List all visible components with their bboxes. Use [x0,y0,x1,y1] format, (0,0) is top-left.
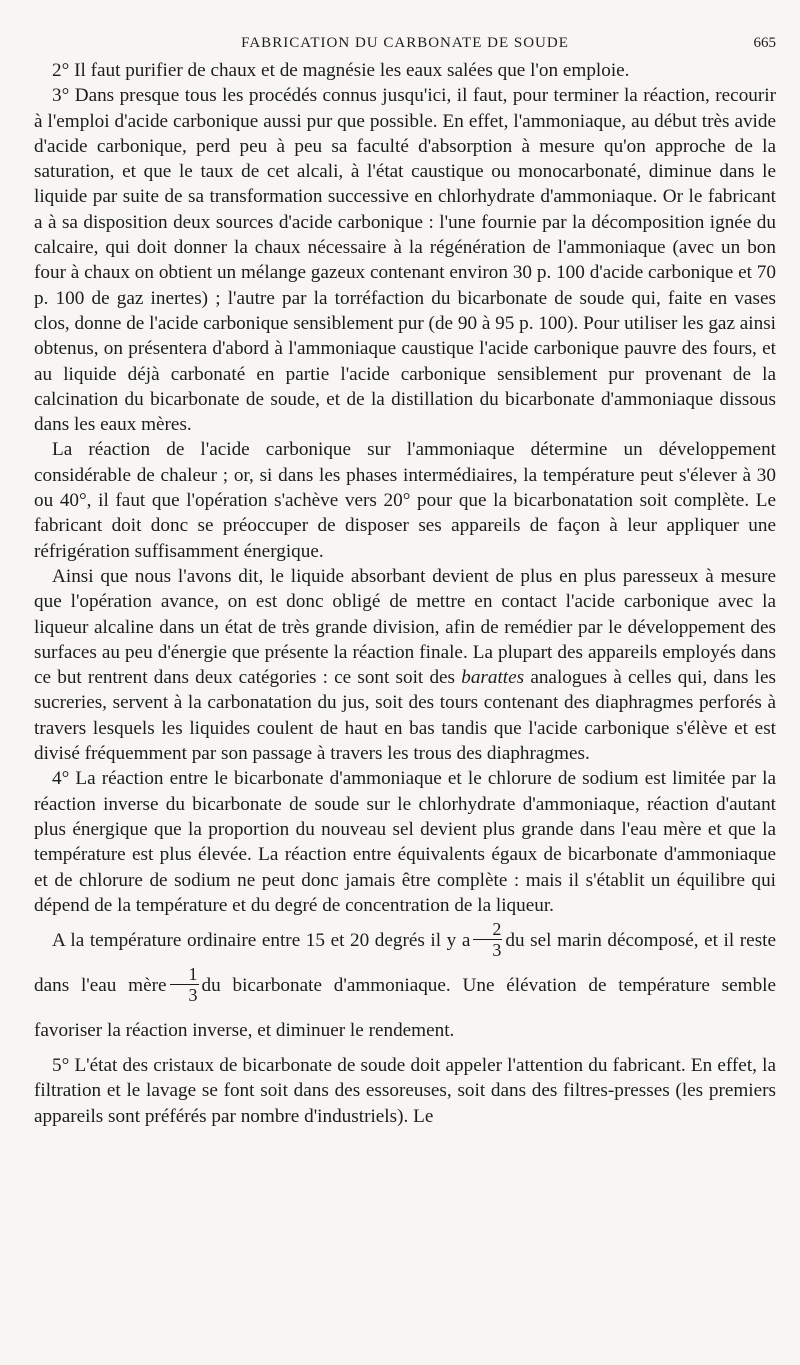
fraction-denominator: 3 [492,940,502,961]
running-head: FABRICATION DU CARBONATE DE SOUDE [241,35,569,51]
fraction-one-third [170,965,199,1004]
paragraph-4-reaction-limit: 4° La réaction entre le bicarbonate d'ammoniaque et le chlorure de sodium est limitée par la réaction inverse du bicarbonate de soude sur le chlorhydrate d'ammoniaque, réaction d'autant plus énergique que la proportion du nouveau sel devient plus grande dans l'eau mère et que la température est plus élevée. La réaction entre équivalents égaux de bicarbonate d'ammoniaque et de chlorure de sodium ne peut donc jamais être complète : mais il s'établit un équilibre qui dépend de la température et du degré de concentration de la liqueur. [34,768,776,916]
fraction-two-thirds [473,920,502,959]
paragraph-3-carbonic-acid: 3° Dans presque tous les procédés connus jusqu'ici, il faut, pour terminer la réaction, recourir à l'emploi d'acide carbonique aussi pur que possible. En effet, l'ammoniaque, au début très avide d'acide carbonique, perd peu à peu sa faculté d'absorption à mesure qu'on approche de la saturation, et que le taux de cet alcali, à l'état caustique ou monocarbonaté, diminue dans le liquide par suite de sa transformation successive en chlorhydrate d'ammoniaque. Or le fabricant a à sa disposition deux sources d'acide carbonique : l'une fournie par la décomposition ignée du calcaire, qui doit donner la chaux nécessaire à la régénération de l'ammoniaque (avec un bon four à chaux on obtient un mélange gazeux contenant environ 30 p. 100 d'acide carbonique et 70 p. 100 de gaz inertes) ; l'autre par la torréfaction du bicarbonate de soude qui, faite en vases clos, donne de l'acide carbonique sensiblement pur (de 90 à 95 p. 100). Pour utiliser les gaz ainsi obtenus, on présentera d'abord à l'ammoniaque caustique l'acide carbonique pauvre des fours, et au liquide déjà carbonaté en partie l'acide carbonique sensiblement pur provenant de la calcination du bicarbonate de soude, et de la distillation du bicarbonate d'ammoniaque dissous dans les eaux mères. [34,85,776,436]
paragraph-absorbing-liquid [34,564,776,766]
paragraph-heat-reaction: La réaction de l'acide carbonique sur l'ammoniaque détermine un développement considérable de chaleur ; or, si dans les phases intermédiaires, la température peut s'élever à 30 ou 40°, il faut que l'opération s'achève vers 20° pour que la bicarbonatation soit complète. Le fabricant doit donc se préoccuper de disposer ses appareils de façon à leur appliquer une réfrigération suffisamment énergique. [34,439,776,562]
body-text [34,58,776,1129]
fraction-numerator: 1 [170,965,199,985]
paragraph-absorbing-text-a: Ainsi que nous l'avons dit, le liquide absorbant devient de plus en plus paresseux à mesure que l'opération avance, on est donc obligé de mettre en contact l'acide carbonique avec la liqueur alcaline dans un état de très grande division, afin de remédier par le développement des surfaces au peu d'énergie que présente la réaction finale. La plupart des appareils employés dans ce but rentrent dans deux catégories : ce sont soit des [34,565,776,689]
barattes-term: barattes [461,667,525,689]
paragraph-absorbing-text-b: analogues à celles qui, dans les sucreries, servent à la carbonatation du jus, soit des tours contenant des diaphragmes perforés à travers lesquels les liquides coulent de haut en bas tandis que l'acide carbonique s'élève et est divisé fréquemment par son passage à travers les trous des diaphragmes. [34,667,776,765]
fraction-numerator: 2 [473,920,502,940]
fraction-text-b: du sel marin décomposé, et il reste dans l'eau mère [34,930,777,997]
fraction-text-a: A la température ordinaire entre 15 et 20 degrés il y a [52,930,471,952]
page-number: 665 [753,35,776,51]
page [34,0,776,1129]
fraction-text-c: du bicarbonate d'ammoniaque. Une élévation de température semble favoriser la réaction inverse, et diminuer le rendement. [34,975,777,1042]
paragraph-temperature-fractions [34,918,776,1053]
paragraph-2-purify: 2° Il faut purifier de chaux et de magnésie les eaux salées que l'on emploie. [52,60,630,81]
paragraph-5-crystals: 5° L'état des cristaux de bicarbonate de soude doit appeler l'attention du fabricant. En effet, la filtration et le lavage se font soit dans des essoreuses, soit dans des filtres-presses (les premiers appareils sont préférés par nombre d'industriels). Le [34,1055,776,1127]
page-header [34,0,776,58]
fraction-denominator: 3 [188,985,198,1006]
